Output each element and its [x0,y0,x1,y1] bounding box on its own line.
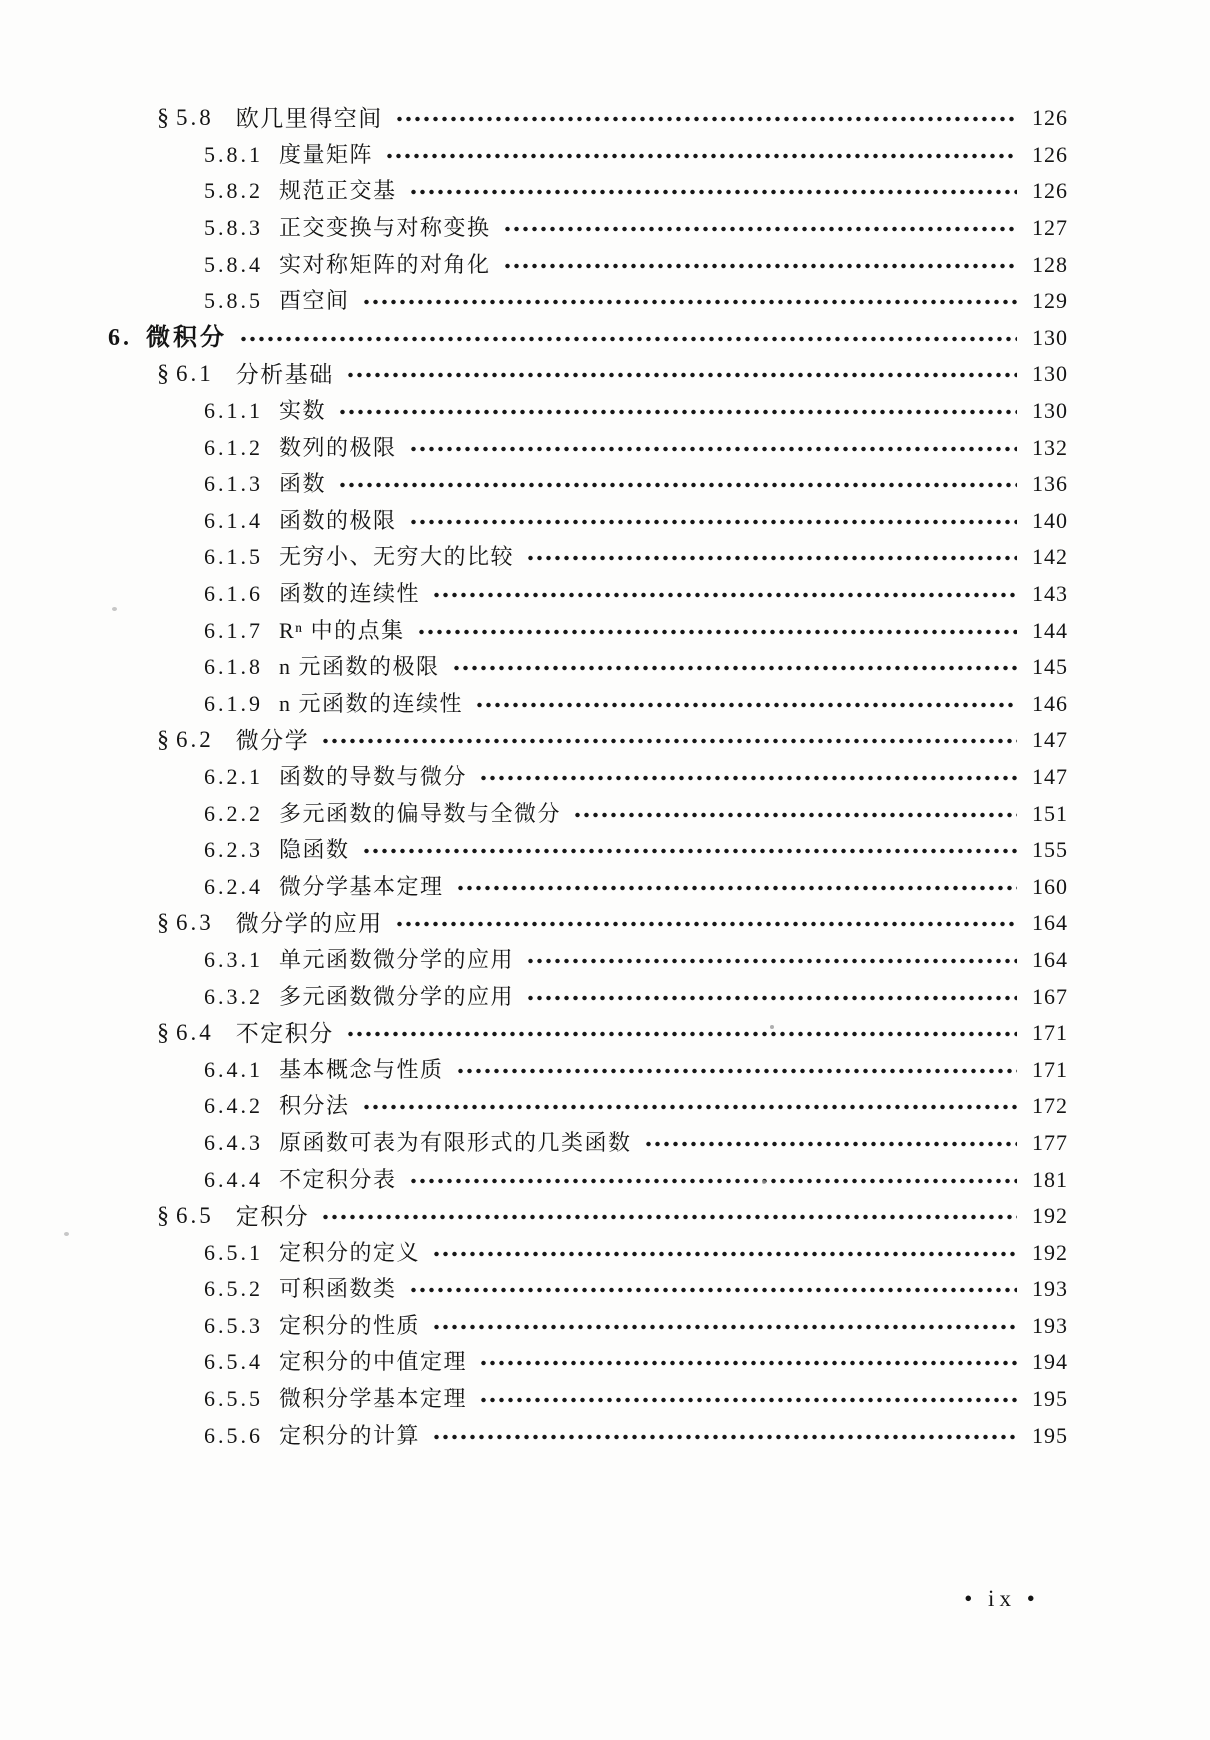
toc-entry [0,905,1210,942]
toc-entry-page: 132 [1032,434,1068,460]
toc-entry [0,942,1210,979]
toc-entry-number: 6.4.2 [204,1093,263,1119]
toc-entry-number: 5.8.4 [204,251,263,277]
dot-leader [395,918,1017,930]
toc-entry-number: 6.5.3 [204,1312,263,1338]
toc-entry-page: 193 [1032,1312,1068,1338]
dot-leader [456,882,1017,894]
toc-entry-page: 181 [1032,1166,1068,1192]
section-mark: § [157,361,172,388]
toc-entry [0,356,1210,393]
dot-leader [239,333,1017,345]
toc-entry [0,1088,1210,1125]
toc-entry-number: § 6.1 [157,361,214,388]
dot-leader [409,186,1017,198]
dot-leader [526,955,1017,967]
toc-entry-page: 128 [1032,251,1068,277]
page-folio: • ix • [964,1586,1040,1611]
toc-entry-number: 6.1.4 [204,507,263,533]
toc-entry-title: n 元函数的极限 [279,654,440,680]
toc-entry-page: 147 [1032,763,1068,789]
scan-speck [770,1025,774,1029]
toc-entry [0,1381,1210,1418]
toc-entry-page: 126 [1032,178,1068,204]
toc-entry [0,612,1210,649]
toc-entry [0,868,1210,905]
toc-entry [0,137,1210,174]
dot-leader [346,1028,1017,1040]
toc-entry-page: 172 [1032,1093,1068,1119]
dot-leader [362,296,1017,308]
toc-entry-title: Rⁿ 中的点集 [279,617,405,643]
dot-leader [456,1065,1017,1077]
toc-entry [0,100,1210,137]
toc-entry-title: 定积分 [235,1203,310,1229]
dot-leader [338,406,1017,418]
toc-list [0,100,1210,1454]
toc-entry-title: 规范正交基 [279,178,397,204]
toc-entry-page: 130 [1032,398,1068,424]
toc-entry-page: 145 [1032,654,1068,680]
toc-entry-number: 6.4.4 [204,1166,263,1192]
toc-entry-number: 6.1.3 [204,471,263,497]
dot-leader [479,1357,1017,1369]
toc-entry-number: 6.5.1 [204,1239,263,1265]
toc-entry-number: 6.3.2 [204,983,263,1009]
toc-entry-number: 6.1.8 [204,654,263,680]
toc-entry-number: § 6.5 [157,1203,214,1230]
scan-speck [112,607,117,611]
toc-entry-title: 定积分的定义 [279,1239,421,1265]
scan-speck [64,1232,69,1236]
toc-entry-title: 实数 [279,398,327,424]
toc-entry-page: 171 [1032,1020,1068,1046]
toc-entry-page: 143 [1032,581,1068,607]
toc-entry [0,283,1210,320]
toc-entry [0,466,1210,503]
toc-entry-number: § 6.4 [157,1020,214,1047]
toc-entry [0,576,1210,613]
toc-entry-page: 171 [1032,1056,1068,1082]
toc-entry [0,832,1210,869]
toc-entry-title: 定积分的计算 [279,1422,421,1448]
dot-leader [644,1138,1017,1150]
toc-entry-number: 6.5.2 [204,1276,263,1302]
toc-entry-number: 6.1.6 [204,581,263,607]
dot-leader [432,589,1017,601]
toc-entry-title: 隐函数 [279,837,350,863]
toc-entry [0,1015,1210,1052]
toc-entry-number: 5.8.1 [204,141,263,167]
toc-entry-page: 177 [1032,1129,1068,1155]
toc-entry-page: 167 [1032,983,1068,1009]
toc-entry-title: 微分学的应用 [235,910,383,936]
toc-entry-title: 原函数可表为有限形式的几类函数 [279,1129,632,1155]
toc-entry-number: § 6.3 [157,910,214,937]
dot-leader [338,479,1017,491]
toc-entry [0,722,1210,759]
dot-leader [385,150,1017,162]
dot-leader [362,1101,1017,1113]
toc-entry-page: 144 [1032,617,1068,643]
dot-leader [479,1394,1017,1406]
scan-speck [762,1180,766,1184]
section-mark: § [157,727,172,754]
dot-leader [503,223,1017,235]
toc-entry-title: 不定积分表 [279,1166,397,1192]
toc-entry-title: 可积函数类 [279,1276,397,1302]
toc-entry [0,978,1210,1015]
toc-entry-number: § 6.2 [157,727,214,754]
toc-entry-number: 5.8.5 [204,288,263,314]
toc-entry-number: 6.2.4 [204,873,263,899]
toc-entry [0,1417,1210,1454]
toc-entry-page: 130 [1032,324,1068,350]
dot-leader [409,1284,1017,1296]
dot-leader [409,516,1017,528]
toc-entry-page: 127 [1032,215,1068,241]
toc-entry [0,1125,1210,1162]
dot-leader [573,809,1017,821]
toc-entry [0,759,1210,796]
toc-entry-title: 数列的极限 [279,434,397,460]
toc-entry-title: 微分学 [235,727,310,753]
toc-entry-title: 函数 [279,471,327,497]
toc-entry-title: 积分法 [279,1093,350,1119]
toc-entry-number: 6.1.9 [204,690,263,716]
toc-entry-number: 6. [108,324,132,351]
toc-entry-number: 6.1.2 [204,434,263,460]
toc-entry-title: 微积分 [146,324,227,351]
toc-entry [0,1161,1210,1198]
toc-entry [0,429,1210,466]
toc-entry [0,173,1210,210]
toc-entry-page: 164 [1032,910,1068,936]
toc-entry-page: 193 [1032,1276,1068,1302]
toc-entry-title: 酉空间 [279,288,350,314]
dot-leader [452,662,1017,674]
toc-entry-number: 6.4.3 [204,1129,263,1155]
toc-entry [0,210,1210,247]
toc-entry-page: 140 [1032,507,1068,533]
toc-entry-title: 函数的导数与微分 [279,763,468,789]
section-mark: § [157,1020,172,1047]
toc-entry-page: 160 [1032,873,1068,899]
toc-entry-title: 度量矩阵 [279,141,374,167]
toc-entry-page: 126 [1032,105,1068,131]
toc-entry [0,320,1210,357]
toc-entry-title: 无穷小、无穷大的比较 [279,544,515,570]
toc-entry-title: 单元函数微分学的应用 [279,946,515,972]
toc-entry-title: 欧几里得空间 [235,105,383,131]
toc-entry-title: 微积分学基本定理 [279,1386,468,1412]
toc-entry-number: 6.1.1 [204,398,263,424]
toc-entry-page: 147 [1032,727,1068,753]
toc-entry-page: 164 [1032,946,1068,972]
toc-entry [0,1234,1210,1271]
toc-entry-page: 192 [1032,1239,1068,1265]
dot-leader [475,699,1017,711]
toc-entry [0,503,1210,540]
dot-leader [503,260,1017,272]
dot-leader [346,369,1017,381]
dot-leader [409,1175,1017,1187]
toc-entry-page: 136 [1032,471,1068,497]
toc-entry-title: 不定积分 [235,1020,334,1046]
toc-entry [0,246,1210,283]
dot-leader [417,626,1017,638]
toc-entry-number: 6.5.4 [204,1349,263,1375]
dot-leader [432,1321,1017,1333]
dot-leader [409,443,1017,455]
toc-entry-title: n 元函数的连续性 [279,690,464,716]
toc-entry-number: 5.8.2 [204,178,263,204]
toc-entry-title: 正交变换与对称变换 [279,215,491,241]
toc-entry-number: 6.1.7 [204,617,263,643]
dot-leader [432,1248,1017,1260]
toc-entry [0,1198,1210,1235]
toc-entry-number: 6.4.1 [204,1056,263,1082]
toc-entry [0,795,1210,832]
toc-entry-page: 155 [1032,837,1068,863]
toc-entry-number: 6.2.3 [204,837,263,863]
toc-entry [0,686,1210,723]
toc-entry-title: 多元函数的偏导数与全微分 [279,800,562,826]
toc-entry-number: § 5.8 [157,105,214,132]
toc-entry-page: 194 [1032,1349,1068,1375]
section-mark: § [157,1203,172,1230]
toc-entry-page: 151 [1032,800,1068,826]
toc-entry-title: 函数的连续性 [279,581,421,607]
toc-entry-page: 142 [1032,544,1068,570]
toc-entry-title: 基本概念与性质 [279,1056,444,1082]
toc-entry-title: 微分学基本定理 [279,873,444,899]
toc-entry-title: 实对称矩阵的对角化 [279,251,491,277]
toc-entry [0,1344,1210,1381]
dot-leader [432,1431,1017,1443]
toc-entry [0,649,1210,686]
toc-entry-page: 195 [1032,1386,1068,1412]
dot-leader [321,1211,1017,1223]
dot-leader [321,735,1017,747]
toc-entry-page: 129 [1032,288,1068,314]
toc-entry-number: 6.5.5 [204,1386,263,1412]
dot-leader [362,845,1017,857]
toc-entry-title: 定积分的性质 [279,1312,421,1338]
toc-entry-number: 6.3.1 [204,946,263,972]
toc-entry-page: 130 [1032,361,1068,387]
toc-entry-page: 192 [1032,1203,1068,1229]
toc-entry-title: 分析基础 [235,361,334,387]
toc-entry-title: 函数的极限 [279,507,397,533]
dot-leader [479,772,1017,784]
toc-entry-number: 6.2.1 [204,763,263,789]
toc-entry [0,539,1210,576]
toc-entry-page: 195 [1032,1422,1068,1448]
toc-entry-page: 146 [1032,690,1068,716]
toc-entry-title: 多元函数微分学的应用 [279,983,515,1009]
toc-entry-number: 6.2.2 [204,800,263,826]
toc-entry-number: 6.5.6 [204,1422,263,1448]
toc-entry [0,1271,1210,1308]
dot-leader [526,992,1017,1004]
toc-entry [0,1051,1210,1088]
toc-entry-title: 定积分的中值定理 [279,1349,468,1375]
toc-entry [0,1308,1210,1345]
dot-leader [526,552,1017,564]
section-mark: § [157,105,172,132]
toc-entry-number: 6.1.5 [204,544,263,570]
toc-entry-page: 126 [1032,141,1068,167]
dot-leader [395,113,1017,125]
toc-entry-number: 5.8.3 [204,215,263,241]
toc-entry [0,393,1210,430]
section-mark: § [157,910,172,937]
